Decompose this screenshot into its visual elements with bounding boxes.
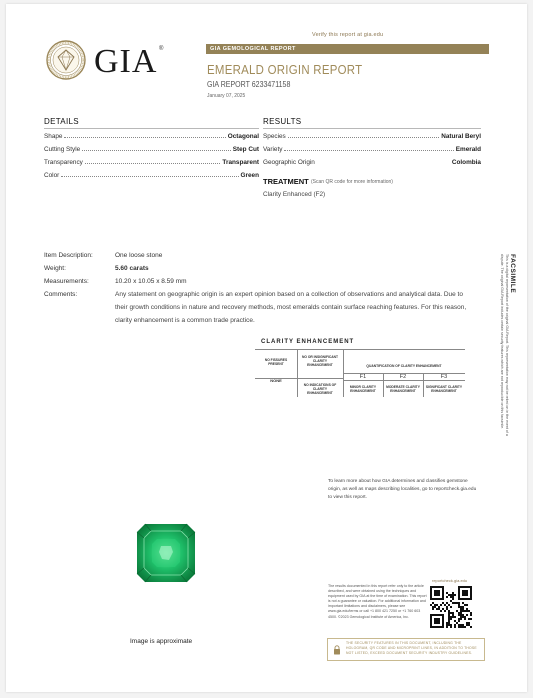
grade-f2: F2 (399, 374, 407, 380)
gia-logo: GIA (94, 43, 158, 80)
comments-text: Any statement on geographic origin is an expert opinion based on a collection of observations and analytical data. Due to their growth conditions in nature and recovery methods, most emeralds contain surface reaching features. For this reason, clarity enhancement is a common trade practice. (115, 291, 467, 324)
treatment-value: Clarity Enhanced (F2) (263, 191, 326, 198)
details-heading: DETAILS (44, 117, 79, 126)
qr-label: reportcheck.gia.edu (432, 578, 468, 583)
clarity-scale-table (255, 349, 465, 397)
col-no-or-insignificant: NO OR INSIGNIFICANT CLARITY ENHANCEMENT (301, 355, 339, 367)
result-label: Species (263, 133, 286, 140)
col-no-fissures: NO FISSURES PRESENT (264, 358, 288, 366)
result-value: Emerald (455, 146, 481, 153)
facsimile-label: FACSIMILE (509, 254, 516, 294)
verify-note: Verify this report at gia.edu (312, 32, 384, 38)
detail-value: Step Cut (232, 146, 259, 153)
qr-code-icon[interactable] (430, 586, 472, 628)
info-label: Item Description: (44, 252, 93, 259)
info-value: 5.60 carats (115, 265, 149, 272)
details-divider (44, 128, 259, 129)
gia-seal-icon (46, 40, 86, 80)
treatment-note: (Scan QR code for more information) (311, 179, 393, 185)
report-title: EMERALD ORIGIN REPORT (207, 62, 363, 77)
detail-row-color (44, 169, 259, 179)
result-row-variety (263, 143, 481, 153)
report-date: January 07, 2025 (207, 93, 246, 99)
detail-label: Shape (44, 133, 63, 140)
learn-more-text: To learn more about how GIA determines and classifies gemstone origin, as well as maps describing localities, go to reportcheck.gia.edu to view this report. (328, 479, 477, 500)
treatment-heading: TREATMENT (263, 177, 309, 186)
detail-label: Color (44, 172, 60, 179)
info-value: 10.20 x 10.05 x 8.59 mm (115, 278, 187, 285)
moderate-label: MODERATE CLARITY ENHANCEMENT (386, 385, 420, 393)
info-label: Comments: (44, 291, 78, 298)
no-indications-label: NO INDICATIONS OF CLARITY ENHANCEMENT (303, 383, 337, 395)
result-row-geographic-origin (263, 156, 481, 166)
detail-label: Cutting Style (44, 146, 81, 153)
none-label: NONE (270, 378, 282, 383)
result-row-species (263, 130, 481, 140)
minor-label: MINOR CLARITY ENHANCEMENT (349, 385, 377, 393)
result-label: Variety (263, 146, 283, 153)
report-sheet (6, 4, 527, 692)
result-value: Colombia (451, 159, 481, 166)
detail-label: Transparency (44, 159, 83, 166)
lock-icon (333, 645, 341, 655)
detail-value: Transparent (222, 159, 259, 166)
facsimile-sidebar (492, 254, 520, 454)
grade-f1: F1 (359, 374, 367, 380)
clarity-title: CLARITY ENHANCEMENT (261, 339, 355, 345)
info-label: Measurements: (44, 278, 89, 285)
detail-value: Green (240, 172, 259, 179)
results-divider (263, 128, 481, 129)
registered-mark: ® (159, 46, 164, 52)
emerald-gem-image (135, 522, 197, 584)
detail-row-cutting-style (44, 143, 259, 153)
grade-f3: F3 (440, 374, 448, 380)
col-quantification: QUANTIFICATION OF CLARITY ENHANCEMENT (366, 364, 442, 368)
legal-disclaimer: The results documented in this report refer only to the article described, and were obtained using the techniques and equipment used by GIA at the time of examination. This report is not a guarantee or valuation. For additional information and important limitations and disclaimers, please see www.gia.edu/terms or call +1 800 421 7250 or +1 760 603 4500. ©2023 Gemological Institute of America, Inc. (328, 584, 427, 619)
report-number: GIA REPORT 6233471158 (207, 80, 291, 89)
image-approximate-note: Image is approximate (130, 638, 193, 645)
detail-value: Octagonal (227, 133, 259, 140)
detail-row-shape (44, 130, 259, 140)
result-label: Geographic Origin (263, 159, 315, 166)
results-heading: RESULTS (263, 117, 302, 126)
facsimile-note: This is a digital representation of the original GIA Report. This representation may not be relied on in the event of a dispute. The original GIA Report includes certain security features which are not reproducible on this facsimile. (500, 254, 509, 436)
significant-label: SIGNIFICANT CLARITY ENHANCEMENT (425, 385, 463, 393)
security-note: THE SECURITY FEATURES IN THIS DOCUMENT, INCLUDING THE HOLOGRAM, QR CODE AND MICROPRINT LINES, IN ADDITION TO THOSE NOT LISTED, EXCEED DOCUMENT SECURITY INDUSTRY GUIDELINES. (346, 641, 477, 655)
info-value: One loose stone (115, 252, 163, 259)
detail-row-transparency (44, 156, 259, 166)
result-value: Natural Beryl (441, 133, 481, 140)
band-text: GIA GEMOLOGICAL REPORT (210, 45, 296, 52)
info-label: Weight: (44, 265, 66, 272)
